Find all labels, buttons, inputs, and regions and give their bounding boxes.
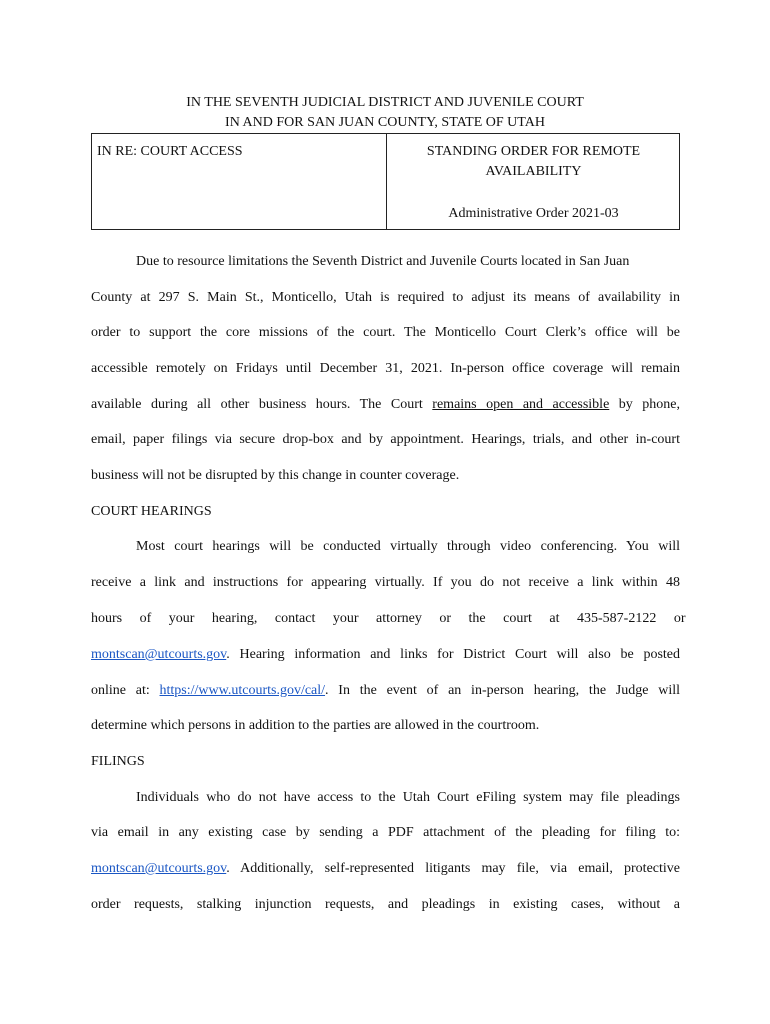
hearings-line-4-text: . Hearing information and links for District Court will also be posted bbox=[226, 647, 680, 662]
order-title-line1: STANDING ORDER FOR REMOTE bbox=[426, 144, 641, 159]
filings-line-3-text: . Additionally, self-represented litigants may file, via email, protective bbox=[226, 861, 680, 876]
remains-open-emphasis: remains open and accessible bbox=[432, 397, 610, 412]
intro-line-3: order to support the core missions of the court. The Monticello Court Clerk’s office will be bbox=[91, 325, 680, 340]
section-title-filings: FILINGS bbox=[91, 754, 145, 769]
filings-line-2: via email in any existing case by sending a PDF attachment of the pleading for filing to: bbox=[91, 825, 680, 840]
court-heading-line2: IN AND FOR SAN JUAN COUNTY, STATE OF UTAH bbox=[225, 115, 545, 130]
filings-line-1: Individuals who do not have access to the Utah Court eFiling system may file pleadings bbox=[136, 790, 680, 805]
intro-line-5-end: by phone, bbox=[609, 397, 681, 412]
hearings-line-5-end: . In the event of an in-person hearing, the Judge will bbox=[325, 683, 680, 698]
case-title: IN RE: COURT ACCESS bbox=[97, 144, 243, 159]
order-number: Administrative Order 2021-03 bbox=[448, 206, 619, 221]
filing-email-link[interactable]: montscan@utcourts.gov bbox=[91, 861, 227, 876]
section-title-court-hearings: COURT HEARINGS bbox=[91, 504, 212, 519]
hearings-line-5 bbox=[91, 682, 680, 700]
intro-line-4: accessible remotely on Fridays until December 31, 2021. In-person office coverage will remain bbox=[91, 361, 680, 376]
hearings-line-1: Most court hearings will be conducted virtually through video conferencing. You will bbox=[136, 539, 680, 554]
hearings-line-6: determine which persons in addition to the parties are allowed in the courtroom. bbox=[91, 718, 540, 733]
hearings-line-2: receive a link and instructions for appearing virtually. If you do not receive a link within 48 bbox=[91, 575, 680, 590]
intro-line-6: email, paper filings via secure drop-box and by appointment. Hearings, trials, and other in-court bbox=[91, 432, 680, 447]
case-caption-box bbox=[91, 133, 680, 230]
intro-line-1: Due to resource limitations the Seventh District and Juvenile Courts located in San Juan bbox=[136, 254, 630, 269]
hearings-line-5-start: online at: bbox=[91, 683, 160, 698]
intro-line-5-start: available during all other business hours. The Court bbox=[91, 397, 433, 412]
caption-divider bbox=[386, 134, 387, 229]
order-title-line2: AVAILABILITY bbox=[485, 164, 582, 179]
filings-line-3 bbox=[91, 860, 680, 878]
hearings-line-3: hours of your hearing, contact your attorney or the court at 435-587-2122 or bbox=[91, 611, 686, 626]
hearings-line-4 bbox=[91, 646, 680, 664]
court-calendar-link[interactable]: https://www.utcourts.gov/cal/ bbox=[159, 683, 326, 698]
court-heading-line1: IN THE SEVENTH JUDICIAL DISTRICT AND JUVENILE COURT bbox=[186, 95, 584, 110]
intro-line-5 bbox=[91, 396, 680, 414]
intro-line-7: business will not be disrupted by this change in counter coverage. bbox=[91, 468, 460, 483]
email-link[interactable]: montscan@utcourts.gov bbox=[91, 647, 227, 662]
intro-line-2: County at 297 S. Main St., Monticello, Utah is required to adjust its means of availability in bbox=[91, 290, 680, 305]
filings-line-4: order requests, stalking injunction requests, and pleadings in existing cases, without a bbox=[91, 897, 680, 912]
